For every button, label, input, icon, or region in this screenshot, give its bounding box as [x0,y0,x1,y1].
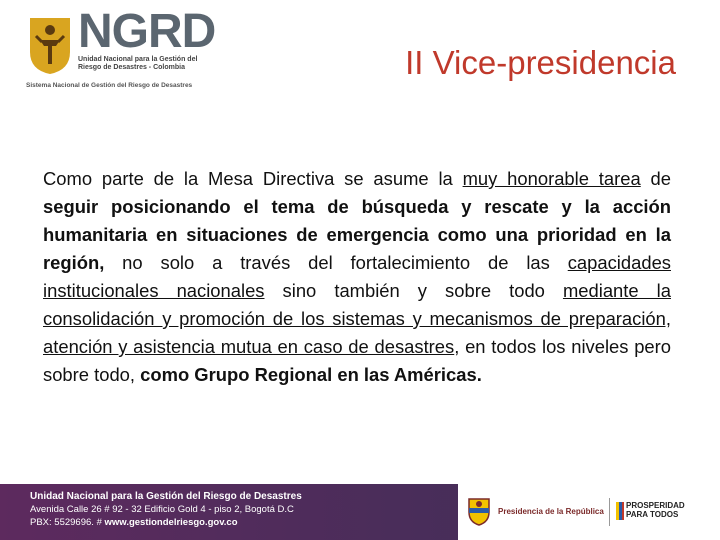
prosperidad-line1: PROSPERIDAD [626,501,685,510]
body-text-segment: , en todos los niveles pero sobre todo, [43,336,672,385]
colombia-shield-icon [466,496,492,526]
footer-website: www.gestiondelriesgo.gov.co [104,517,238,528]
body-paragraph [43,165,671,389]
logo-subtitle [78,56,228,72]
body-underlined-segment: muy honorable tarea [462,168,641,189]
prosperidad-label [626,501,685,519]
logo-subtitle-line2: Riesgo de Desastres - Colombia [78,64,185,71]
partner-divider [609,498,610,526]
body-bold-segment: seguir posicionando el tema de búsqueda y rescate y la acción humanitaria en situaciones de emergencia como una prioridad en la región, [43,196,671,273]
body-underlined-segment: capacidades institucionales nacionales [43,252,671,301]
footer-address: Avenida Calle 26 # 92 - 32 Edificio Gold 4 - piso 2, Bogotá D.C [30,504,294,515]
logo-subtitle-line1: Unidad Nacional para la Gestión del [78,56,198,63]
slide-title: II Vice-presidencia [405,44,676,81]
prosperidad-line2: PARA TODOS [626,510,679,519]
presidencia-label: Presidencia de la República [498,507,604,516]
body-text-segment: no solo a través del fortalecimiento de las [104,252,568,273]
ngrd-logo [22,5,218,92]
footer-pbx: PBX: 5529696. [30,517,94,528]
footer-contact: PBX: 5529696. # www.gestiondelriesgo.gov.co [30,517,238,528]
body-text-segment: sino también y sobre todo [264,280,563,301]
footer-bar [0,484,720,540]
prosperidad-mark-icon [616,502,624,520]
body-bold-segment: como Grupo Regional en las Américas. [140,364,482,385]
ngrd-emblem-icon [26,12,74,76]
logo-system-line: Sistema Nacional de Gestión del Riesgo de Desastres [26,82,193,89]
body-text-segment: Como parte de la Mesa Directiva se asume la [43,168,463,189]
footer-org-name: Unidad Nacional para la Gestión del Riesgo de Desastres [30,491,302,502]
body-underlined-segment: mediante la consolidación y promoción de los sistemas y mecanismos de preparación, atención y asistencia mutua en caso de desastres [43,280,671,357]
logo-wordmark: NGRD [78,5,216,58]
footer-partner-logos [458,484,720,540]
body-text-segment: de [640,168,671,189]
